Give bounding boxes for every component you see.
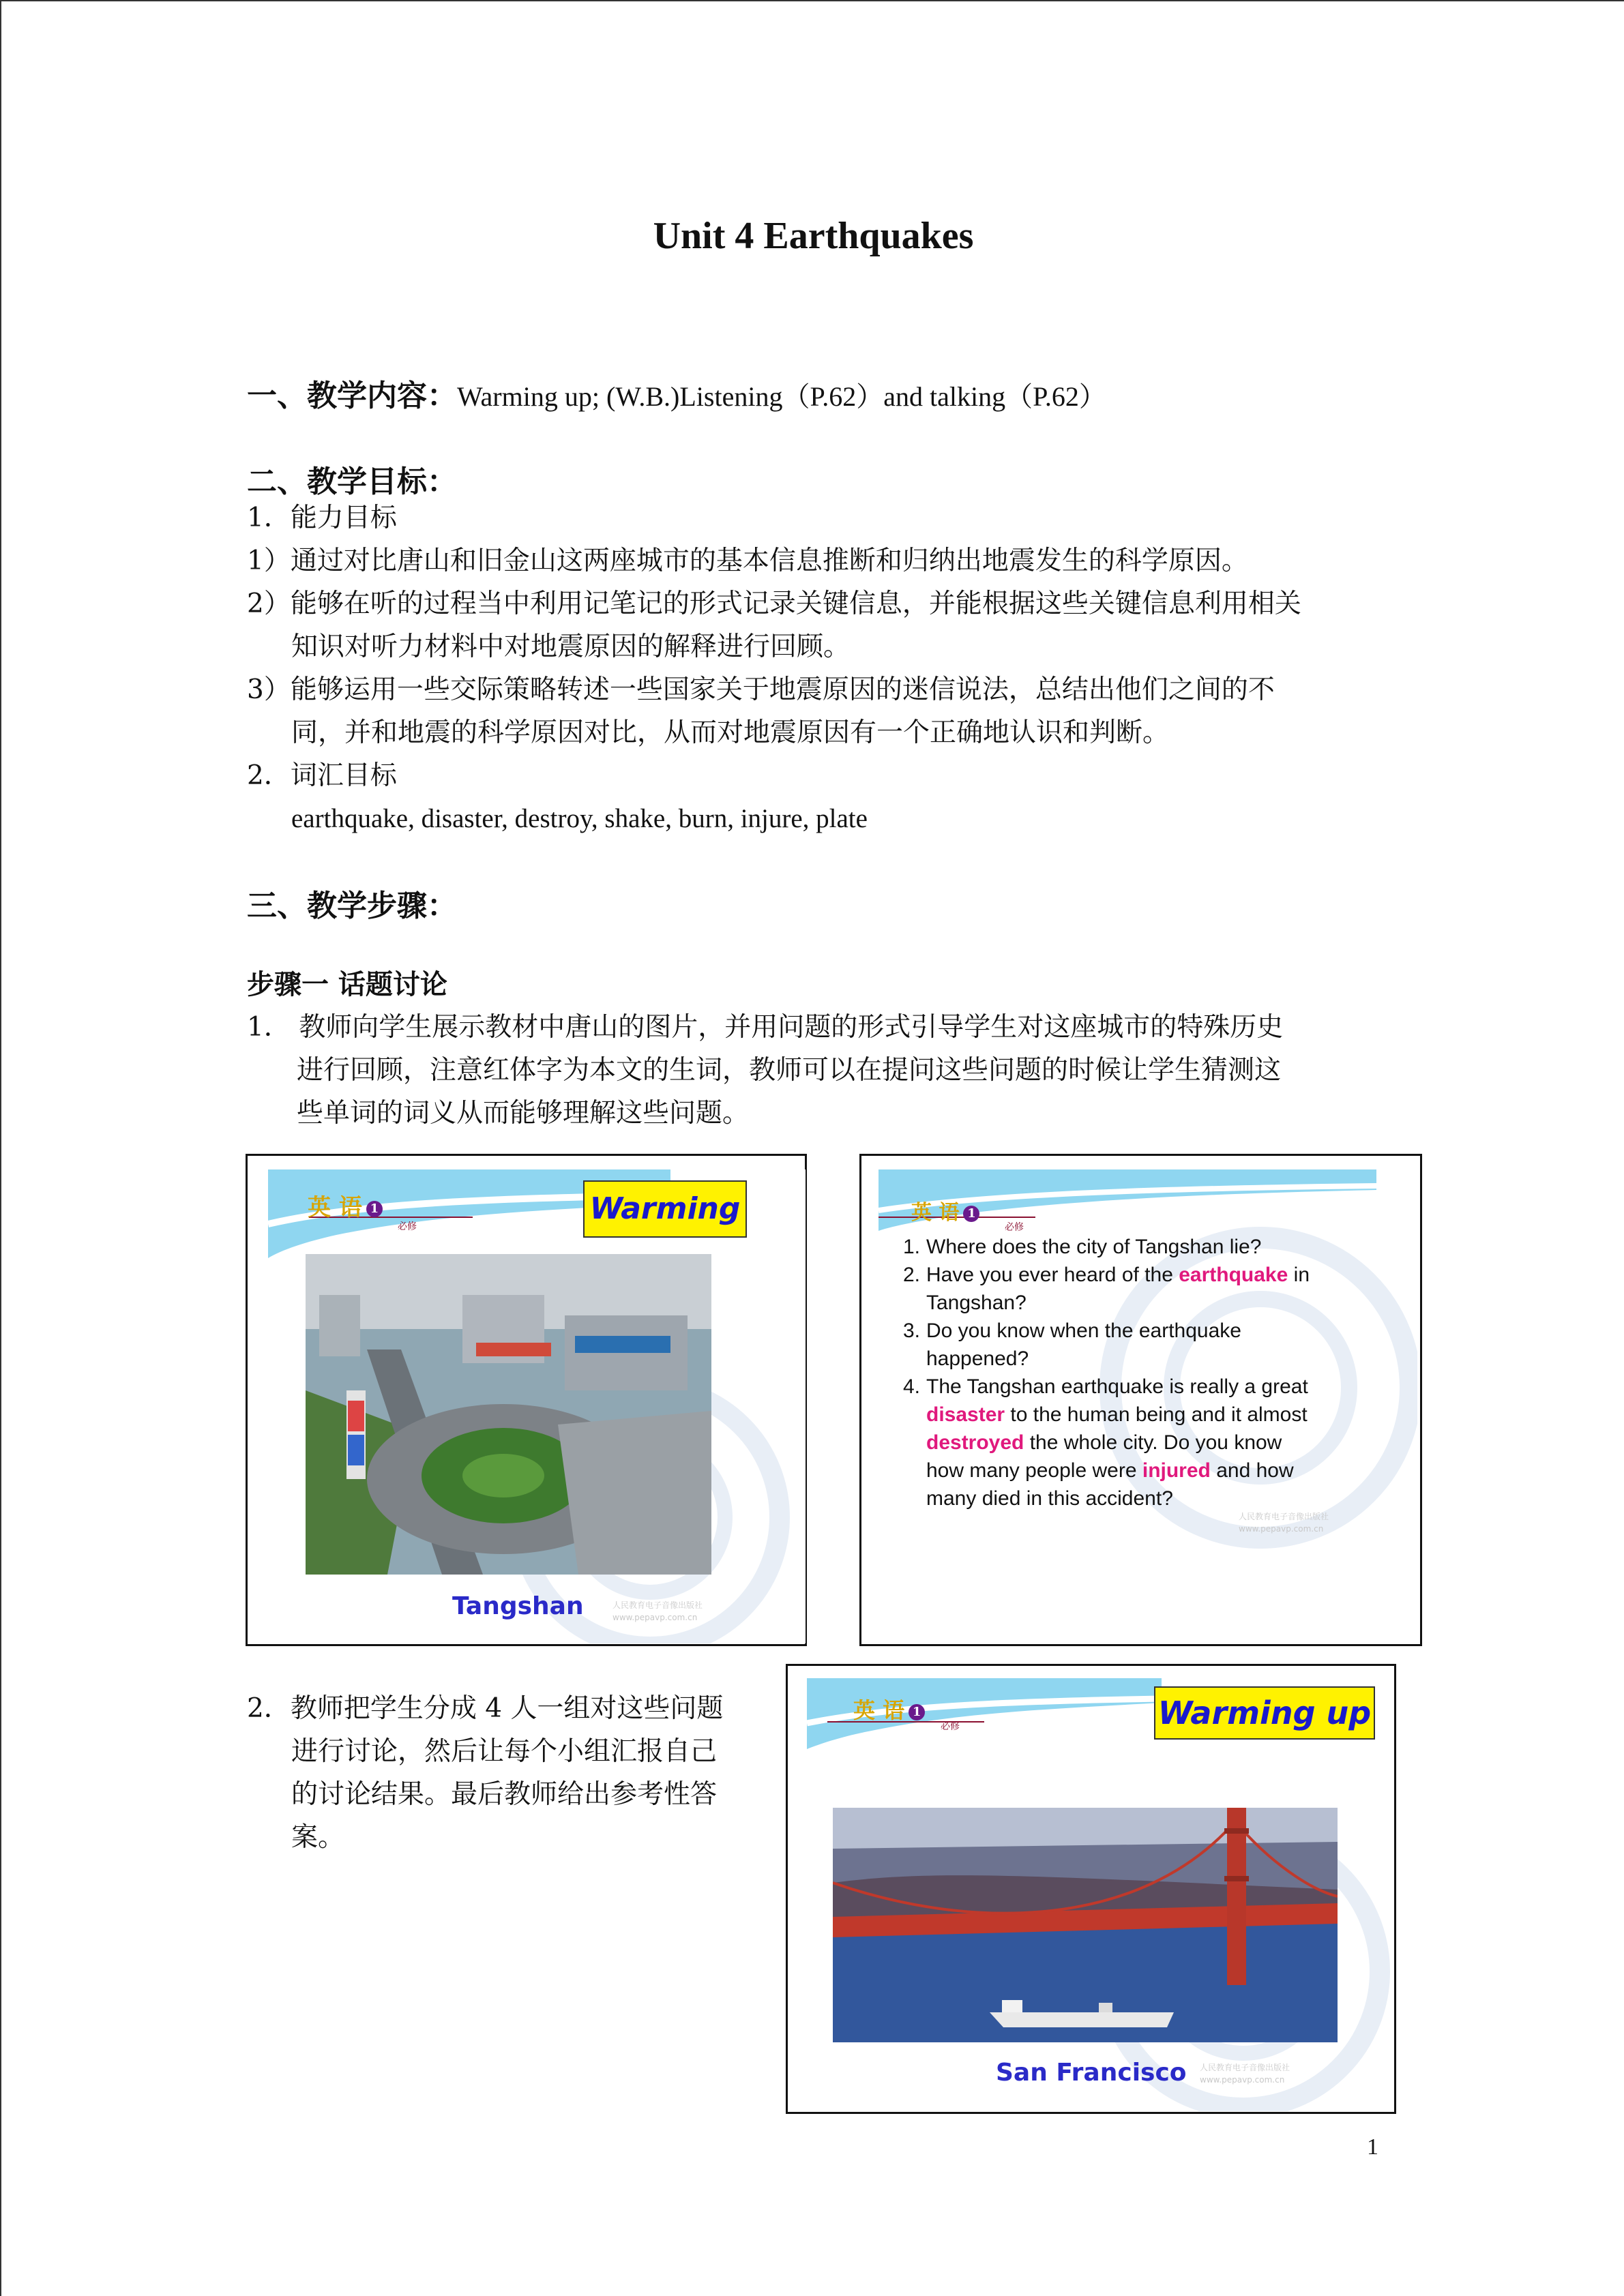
question-text: happened? (926, 1347, 1029, 1370)
golden-gate-bridge-photo (833, 1808, 1338, 2042)
question-line (903, 1289, 1310, 1317)
question-line (903, 1317, 1310, 1345)
goal-line-2: 2）能够在听的过程当中利用记笔记的形式记录关键信息，并能根据这些关键信息利用相关 (247, 588, 1301, 619)
new-vocabulary-word: destroyed (926, 1431, 1024, 1454)
question-text: the whole city. Do you know (1024, 1431, 1282, 1454)
question-line (903, 1345, 1310, 1373)
step1-para2-line-3: 的讨论结果。最后教师给出参考性答 (291, 1779, 718, 1810)
publisher-watermark: 人民教育电子音像出版社 www.pepavp.com.cn (612, 1600, 703, 1622)
question-text: how many people were (926, 1459, 1142, 1482)
goal-line-2b: 知识对听力材料中对地震原因的解释进行回顾。 (291, 631, 851, 662)
step1-title: 步骤一 话题讨论 (247, 968, 447, 1000)
slide3-caption: San Francisco (996, 2059, 1187, 2087)
warming-up-badge: Warming (583, 1180, 747, 1238)
question-line (903, 1373, 1310, 1401)
warming-up-badge: Warming up (1154, 1686, 1375, 1740)
new-vocabulary-word: earthquake (1179, 1264, 1288, 1286)
question-line (903, 1261, 1310, 1289)
textbook-logo-sub: 必修 (1005, 1222, 1024, 1233)
step1-para2-line-4: 案。 (291, 1822, 345, 1853)
question-text: Have you ever heard of the (926, 1264, 1179, 1286)
slide-questions (879, 1169, 1417, 1551)
slide-sanfrancisco (807, 1678, 1392, 2111)
step1-para-line-2: 进行回顾，注意红体字为本文的生词，教师可以在提问这些问题的时候让学生猜测这 (297, 1055, 1282, 1086)
section3-heading: 三、教学步骤： (247, 889, 457, 923)
goal-line-1: 1）通过对比唐山和旧金山这两座城市的基本信息推断和归纳出地震发生的科学原因。 (247, 546, 1248, 576)
textbook-logo-sub: 必修 (941, 1721, 960, 1732)
question-line (903, 1457, 1310, 1485)
question-number: 1. (903, 1236, 921, 1258)
question-text: in (1288, 1264, 1310, 1286)
goal-vocab-title: 2．词汇目标 (247, 760, 397, 791)
slide-sanfrancisco-frame (786, 1664, 1396, 2114)
slide-questions-frame (859, 1154, 1422, 1646)
section1-content: Warming up; (W.B.)Listening（P.62）and talking（P.62） (457, 381, 1106, 412)
goal-line-3: 3）能够运用一些交际策略转述一些国家关于地震原因的迷信说法，总结出他们之间的不 (247, 674, 1275, 705)
vocab-list: earthquake, disaster, destroy, shake, burn, injure, plate (291, 804, 868, 833)
slide-tangshan-frame (246, 1154, 807, 1646)
question-line (903, 1233, 1310, 1261)
question-text: Tangshan? (926, 1292, 1027, 1314)
publisher-watermark: 人民教育电子音像出版社 www.pepavp.com.cn (1239, 1512, 1329, 1534)
slide-tangshan (268, 1169, 806, 1643)
step1-para2-line-2: 进行讨论，然后让每个小组汇报自己 (291, 1736, 718, 1767)
goal-line-3b: 同，并和地震的科学原因对比，从而对地震原因有一个正确地认识和判断。 (291, 717, 1170, 748)
question-text: The Tangshan earthquake is really a great (926, 1375, 1308, 1398)
step1-para-line-1: 1． 教师向学生展示教材中唐山的图片，并用问题的形式引导学生对这座城市的特殊历史 (247, 1012, 1284, 1043)
question-text: and how (1210, 1459, 1294, 1482)
page-number: 1 (1367, 2134, 1378, 2160)
goal-ability-title: 1．能力目标 (247, 503, 397, 533)
question-number: 3. (903, 1320, 921, 1342)
question-text: many died in this accident? (926, 1487, 1173, 1510)
question-line (903, 1485, 1310, 1512)
question-text: Where does the city of Tangshan lie? (926, 1236, 1262, 1258)
publisher-watermark: 人民教育电子音像出版社 www.pepavp.com.cn (1200, 2063, 1290, 2085)
textbook-logo: 英 语 1 (853, 1693, 925, 1725)
question-text: to the human being and it almost (1005, 1403, 1308, 1426)
step1-para-line-3: 些单词的词义从而能够理解这些问题。 (297, 1098, 750, 1129)
question-list (903, 1233, 1310, 1512)
question-number: 2. (903, 1264, 921, 1286)
question-text: Do you know when the earthquake (926, 1320, 1241, 1342)
section1-heading: 一、教学内容： (247, 378, 457, 413)
section1-heading-line (247, 371, 1106, 415)
page-title: Unit 4 Earthquakes (653, 215, 974, 257)
new-vocabulary-word: disaster (926, 1403, 1005, 1426)
section2-heading: 二、教学目标： (247, 464, 457, 499)
question-line (903, 1401, 1310, 1429)
slide1-caption: Tangshan (452, 1592, 584, 1620)
textbook-logo-sub: 必修 (398, 1221, 417, 1232)
question-number: 4. (903, 1375, 921, 1398)
question-line (903, 1429, 1310, 1457)
step1-para2-line-1: 2．教师把学生分成 4 人一组对这些问题 (247, 1693, 724, 1724)
textbook-logo: 英 语 1 (308, 1189, 383, 1222)
tangshan-city-photo (306, 1254, 711, 1575)
textbook-logo: 英 语 1 (911, 1195, 979, 1225)
new-vocabulary-word: injured (1142, 1459, 1211, 1482)
